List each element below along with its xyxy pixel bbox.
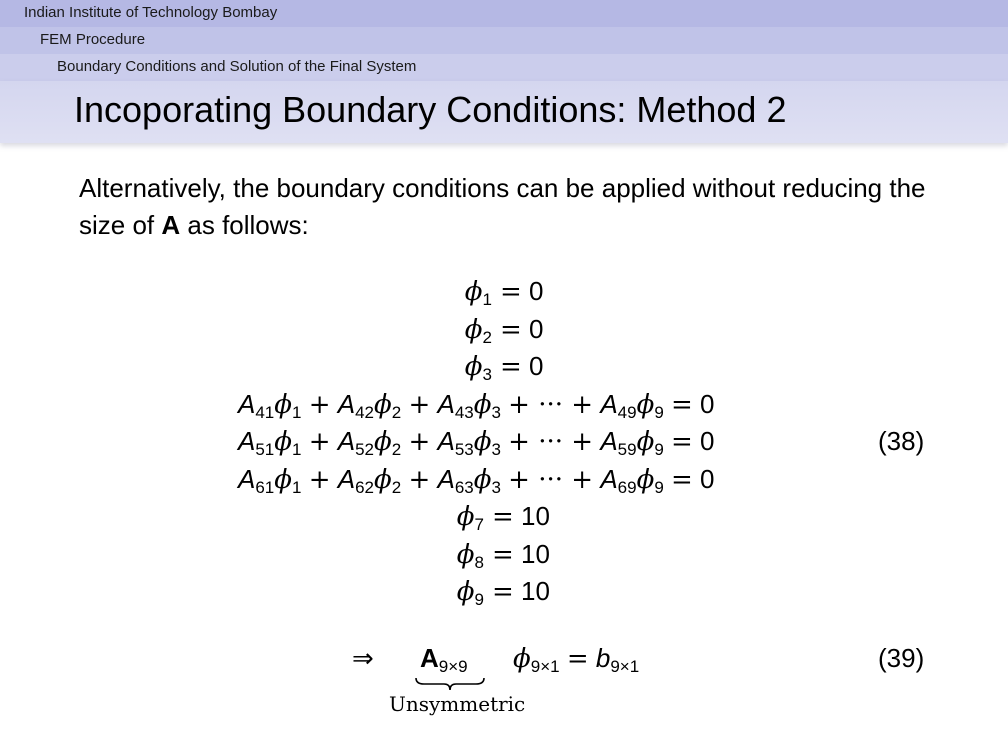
eq-row-3-lhs: $\phi_3$ (464, 352, 492, 384)
intro-part2: as follows: (180, 210, 309, 240)
header-institution-row (0, 0, 1008, 27)
intro-part1: Alternatively, the boundary conditions can be applied without reducing the size of (79, 173, 926, 240)
intro-text (79, 170, 939, 244)
eq-row-8-lhs: $\phi_8$ (456, 540, 484, 572)
eq39-implies: ⇒ (352, 643, 374, 673)
eq-row-3-rhs: = 0 (500, 351, 544, 382)
eq-row-2-rhs: = 0 (500, 314, 544, 345)
eq-row-1-lhs: $\phi_1$ (464, 277, 492, 309)
title-band (0, 81, 1008, 143)
eq-row-5: $A_{51}\phi_1 + A_{52}\phi_2 + A_{53}\phi_3$ + ··· + $A_{59}\phi_9 = 0$ (238, 426, 715, 459)
eq39-matrix-A: $A_{9\times 9}$ (420, 643, 468, 676)
slide-title: Incoporating Boundary Conditions: Method 2 (74, 89, 787, 130)
underbrace-icon (414, 676, 486, 692)
eq-row-8-rhs: = 10 (492, 539, 550, 570)
header-section: FEM Procedure (40, 31, 146, 48)
equation-number-39: (39) (878, 643, 925, 673)
eq-row-9-lhs: $\phi_9$ (456, 577, 484, 609)
eq-row-7-rhs: = 10 (492, 501, 550, 532)
eq-row-2-lhs: $\phi_2$ (464, 315, 492, 347)
eq39-rhs: $\phi_{9\times 1} = b_{9\times 1}$ (513, 643, 640, 676)
eq-row-1-rhs: = 0 (500, 276, 544, 307)
eq-row-4: $A_{41}\phi_1 + A_{42}\phi_2 + A_{43}\phi_3$ + ··· + $A_{49}\phi_9 = 0$ (238, 389, 715, 422)
unsymmetric-label: Unsymmetric (389, 692, 526, 716)
intro-bold-A: A (161, 210, 181, 240)
header-section-row (0, 27, 1008, 54)
eq-row-6: $A_{61}\phi_1 + A_{62}\phi_2 + A_{63}\phi_3$ + ··· + $A_{69}\phi_9 = 0$ (238, 464, 715, 497)
eq-row-7-lhs: $\phi_7$ (456, 502, 484, 534)
header-subsection: Boundary Conditions and Solution of the Final System (57, 58, 417, 75)
slide-header (0, 0, 1008, 143)
eq-row-9-rhs: = 10 (492, 576, 550, 607)
equation-number-38: (38) (878, 426, 925, 456)
header-subsection-row (0, 54, 1008, 81)
header-institution: Indian Institute of Technology Bombay (24, 4, 278, 21)
